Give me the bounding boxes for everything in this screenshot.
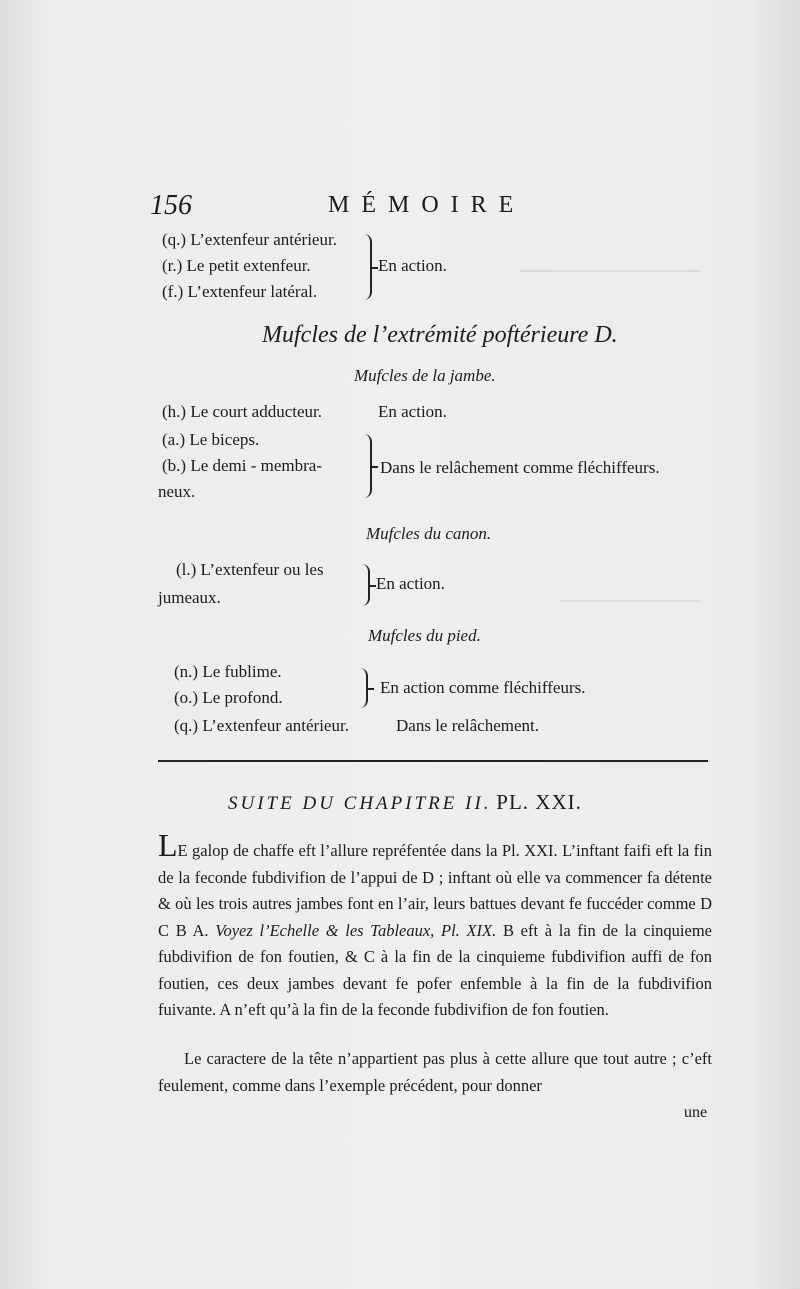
brace	[354, 668, 368, 708]
bleed-through-mark	[560, 600, 700, 606]
action-label: En action.	[378, 256, 447, 275]
plate-reference: PL. XXI.	[496, 790, 582, 814]
action-label: Dans le relâchement comme fléchiffeurs.	[380, 458, 660, 477]
muscle-line: (o.) Le profond.	[174, 688, 283, 707]
section-heading: Mufcles de l’extrémité poftérieure D.	[262, 322, 618, 348]
action-label: En action.	[376, 574, 445, 593]
subsection-heading: Mufcles de la jambe.	[354, 366, 496, 385]
paragraph-text: E galop de chaffe eft l’allure repréfentée dans la Pl. XXI. L’inftant faifi eft la fin de la feconde fubdivifion de l’appui de D ; inftant où elle va commencer fa détente & où les trois autres jambes font en l’air, leurs battues devant fe fuccéder comme D C B A.	[158, 841, 712, 940]
action-label: En action comme fléchiffeurs.	[380, 678, 586, 697]
paragraph	[158, 827, 712, 1024]
action-label: Dans le relâchement.	[396, 716, 540, 735]
action-label: En action.	[378, 402, 447, 421]
drop-cap: L	[158, 827, 178, 863]
paragraph: Le caractere de la tête n’appartient pas plus à cette allure que tout autre ; c’eft feulement, comme dans l’exemple précédent, pour donner	[158, 1049, 712, 1095]
subsection-heading: Mufcles du canon.	[366, 524, 492, 543]
paragraph-text: B eft à la fin de la cinquieme fubdivifion de fon foutien, & C à la fin de la cinquieme fubdivifion auffi de fon foutien, ces deux jambes devant fe pofer enfemble à la fin de la fubdivifion fuivante. A n’eft qu’à la fin de la feconde fubdivifion de fon foutien.	[158, 920, 712, 1019]
muscle-line: (a.) Le biceps.	[162, 430, 260, 449]
muscle-line: neux.	[158, 482, 196, 501]
muscle-line: (h.) Le court adducteur.	[162, 402, 323, 421]
section-rule	[158, 760, 708, 762]
muscle-line: (n.) Le fublime.	[174, 662, 282, 681]
subsection-heading: Mufcles du pied.	[368, 626, 481, 645]
muscle-line: (b.) Le demi - membra-	[162, 456, 323, 475]
paragraph-italic: Voyez l’Echelle & les Tableaux, Pl. XIX.	[215, 920, 497, 940]
brace	[358, 234, 372, 300]
brace	[358, 434, 372, 498]
brace	[356, 564, 370, 606]
page-header	[150, 190, 710, 226]
muscle-line: (l.) L’extenfeur ou les	[176, 560, 324, 579]
page-number: 156	[150, 190, 192, 221]
muscle-line: (q.) L’extenfeur antérieur.	[162, 230, 337, 249]
catchword: une	[684, 1104, 708, 1121]
muscle-line: jumeaux.	[158, 588, 221, 607]
muscle-line: (f.) L’extenfeur latéral.	[162, 282, 318, 301]
chapter-heading	[228, 790, 582, 815]
muscle-line: (r.) Le petit extenfeur.	[162, 256, 311, 275]
running-head: MÉMOIRE	[328, 192, 526, 218]
chapter-title: SUITE DU CHAPITRE II.	[228, 793, 492, 814]
muscle-line: (q.) L’extenfeur antérieur.	[174, 716, 349, 735]
bleed-through-mark	[520, 270, 700, 276]
